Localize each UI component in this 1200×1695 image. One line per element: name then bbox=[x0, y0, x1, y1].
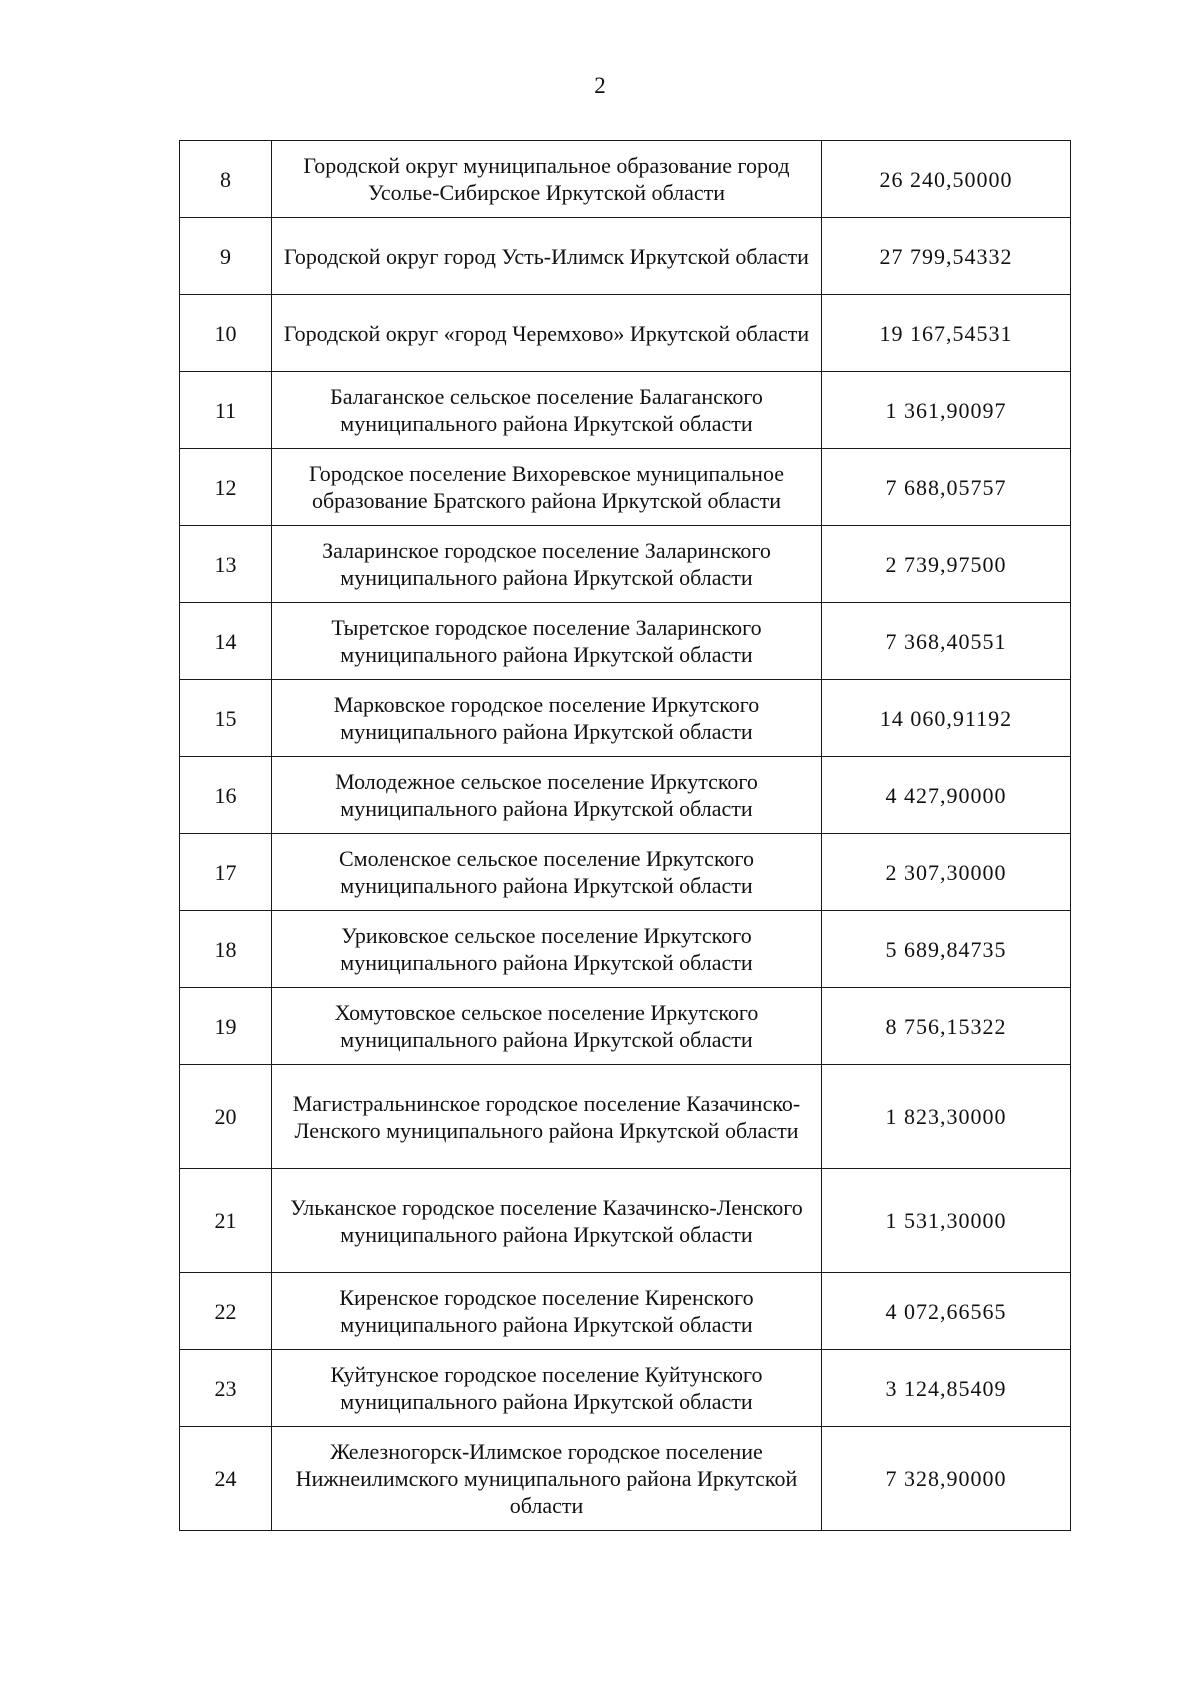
table-row bbox=[180, 218, 1071, 295]
row-number: 13 bbox=[180, 526, 272, 603]
row-number: 23 bbox=[180, 1350, 272, 1427]
table-row bbox=[180, 295, 1071, 372]
table-row bbox=[180, 757, 1071, 834]
row-number: 17 bbox=[180, 834, 272, 911]
table-row bbox=[180, 1273, 1071, 1350]
municipality-name: Железногорск-Илимское городское поселение Нижнеилимского муниципального района Иркутской области bbox=[272, 1427, 822, 1531]
municipality-name: Городской округ «город Черемхово» Иркутской области bbox=[272, 295, 822, 372]
amount-value: 3 124,85409 bbox=[822, 1350, 1071, 1427]
municipality-name: Киренское городское поселение Киренского муниципального района Иркутской области bbox=[272, 1273, 822, 1350]
table-row bbox=[180, 911, 1071, 988]
table-row bbox=[180, 449, 1071, 526]
municipality-name: Смоленское сельское поселение Иркутского муниципального района Иркутской области bbox=[272, 834, 822, 911]
municipality-name: Городской округ муниципальное образование город Усолье-Сибирское Иркутской области bbox=[272, 141, 822, 218]
row-number: 20 bbox=[180, 1065, 272, 1169]
row-number: 15 bbox=[180, 680, 272, 757]
table-row bbox=[180, 603, 1071, 680]
row-number: 12 bbox=[180, 449, 272, 526]
municipality-name: Городское поселение Вихоревское муниципальное образование Братского района Иркутской области bbox=[272, 449, 822, 526]
amount-value: 2 739,97500 bbox=[822, 526, 1071, 603]
amount-value: 26 240,50000 bbox=[822, 141, 1071, 218]
municipality-name: Куйтунское городское поселение Куйтунского муниципального района Иркутской области bbox=[272, 1350, 822, 1427]
table-row bbox=[180, 1169, 1071, 1273]
table-row bbox=[180, 1350, 1071, 1427]
municipality-name: Балаганское сельское поселение Балаганского муниципального района Иркутской области bbox=[272, 372, 822, 449]
municipality-name: Уриковское сельское поселение Иркутского муниципального района Иркутской области bbox=[272, 911, 822, 988]
amount-value: 7 328,90000 bbox=[822, 1427, 1071, 1531]
table-row bbox=[180, 141, 1071, 218]
amount-value: 27 799,54332 bbox=[822, 218, 1071, 295]
row-number: 22 bbox=[180, 1273, 272, 1350]
table-row bbox=[180, 988, 1071, 1065]
row-number: 19 bbox=[180, 988, 272, 1065]
row-number: 24 bbox=[180, 1427, 272, 1531]
page-number: 2 bbox=[594, 73, 606, 98]
row-number: 18 bbox=[180, 911, 272, 988]
municipality-name: Городской округ город Усть-Илимск Иркутской области bbox=[272, 218, 822, 295]
municipality-name: Молодежное сельское поселение Иркутского муниципального района Иркутской области bbox=[272, 757, 822, 834]
row-number: 8 bbox=[180, 141, 272, 218]
row-number: 14 bbox=[180, 603, 272, 680]
amount-value: 4 427,90000 bbox=[822, 757, 1071, 834]
row-number: 16 bbox=[180, 757, 272, 834]
amount-value: 19 167,54531 bbox=[822, 295, 1071, 372]
table-row bbox=[180, 834, 1071, 911]
amount-value: 1 823,30000 bbox=[822, 1065, 1071, 1169]
municipality-name: Заларинское городское поселение Заларинского муниципального района Иркутской области bbox=[272, 526, 822, 603]
amount-value: 7 368,40551 bbox=[822, 603, 1071, 680]
municipality-name: Хомутовское сельское поселение Иркутского муниципального района Иркутской области bbox=[272, 988, 822, 1065]
row-number: 10 bbox=[180, 295, 272, 372]
row-number: 11 bbox=[180, 372, 272, 449]
amount-value: 5 689,84735 bbox=[822, 911, 1071, 988]
table-row bbox=[180, 680, 1071, 757]
table-body bbox=[180, 141, 1071, 1531]
amount-value: 4 072,66565 bbox=[822, 1273, 1071, 1350]
row-number: 21 bbox=[180, 1169, 272, 1273]
table-row bbox=[180, 372, 1071, 449]
table-row bbox=[180, 526, 1071, 603]
municipality-name: Тыретское городское поселение Заларинского муниципального района Иркутской области bbox=[272, 603, 822, 680]
municipality-name: Магистральнинское городское поселение Казачинско-Ленского муниципального района Иркутской области bbox=[272, 1065, 822, 1169]
amount-value: 1 531,30000 bbox=[822, 1169, 1071, 1273]
amount-value: 1 361,90097 bbox=[822, 372, 1071, 449]
municipality-name: Марковское городское поселение Иркутского муниципального района Иркутской области bbox=[272, 680, 822, 757]
amount-value: 2 307,30000 bbox=[822, 834, 1071, 911]
table-row bbox=[180, 1065, 1071, 1169]
row-number: 9 bbox=[180, 218, 272, 295]
table-row bbox=[180, 1427, 1071, 1531]
allocation-table bbox=[179, 140, 1071, 1531]
amount-value: 7 688,05757 bbox=[822, 449, 1071, 526]
amount-value: 14 060,91192 bbox=[822, 680, 1071, 757]
amount-value: 8 756,15322 bbox=[822, 988, 1071, 1065]
municipality-name: Ульканское городское поселение Казачинско-Ленского муниципального района Иркутской области bbox=[272, 1169, 822, 1273]
